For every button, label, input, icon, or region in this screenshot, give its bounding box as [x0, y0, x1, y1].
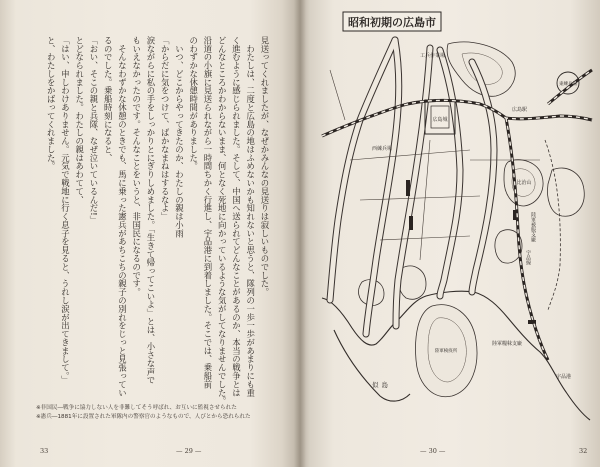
text-column: いつ、どこからやってきたのか、わたしの親は小雨: [174, 36, 185, 238]
road: [380, 236, 470, 240]
text-column: 「おい、そこの親と兵隊、なぜ泣いているんだ!」: [89, 36, 99, 224]
text-column: 「からだに気をつけて、ばかなまねはするなよ」: [160, 36, 171, 221]
hiroshima-map: [300, 0, 600, 467]
vertical-text-body: [44, 36, 272, 408]
text-column: るのでした。乗船時刻になると、: [103, 36, 114, 162]
coastline-west-peninsula: [334, 330, 410, 401]
text-column: どんなところかわからないまま、何となく死地に向かっているような気がしてなりませんでした。: [217, 36, 228, 406]
text-column: もいえなかったのです。そんなことをいうと、非国民になるのです。: [131, 36, 142, 297]
city-border: [545, 140, 560, 310]
label-ninoshima: 似島: [372, 381, 391, 389]
label-hiroshima-castle: 広島城: [432, 117, 448, 123]
river-west-fill: [330, 40, 395, 300]
footnotes: [36, 404, 284, 422]
road: [350, 150, 470, 160]
label-quarantine-station: 陸軍検疫所: [434, 349, 458, 354]
label-west-parade-ground: 西練兵場: [372, 146, 393, 152]
text-column: く進むように感じられました。そして、中国へ送られてどんなことがあるのか、本当の戦争とは: [231, 36, 242, 397]
page-number-32: 32: [579, 447, 588, 455]
text-column: わたしは、二度と広島の地はふめないかも知れないと思うと、隊列の一歩一歩があまりにも重: [245, 36, 256, 397]
text-column: 涙ながらに私の手をしっかりとにぎりしめました。「生きて帰ってこいよ」とは、小さな声で: [146, 36, 156, 385]
label-ujina-port: 宇品港: [556, 374, 572, 380]
text-column: そんなわずかな休憩のときでも、馬に乗った憲兵があちこちの親子の別れをじっと見張ってい: [117, 36, 128, 397]
map-title: 昭和初期の広島市: [348, 16, 436, 29]
text-column: と、わたしをかばってくれました。: [46, 36, 57, 171]
hill-east: [548, 168, 585, 216]
text-column: のわずかな休憩時間がありました。: [188, 36, 199, 171]
label-clothing-depot: 陸軍被服支廠: [530, 212, 536, 242]
page-number-30: — 30 —: [420, 447, 446, 455]
label-east-parade-ground: 東練兵場: [559, 82, 577, 87]
label-provisions-depot: 陸軍糧秣支廠: [492, 341, 523, 347]
label-engineer-ground: 工兵作業場: [420, 53, 446, 59]
map-title-box: [343, 12, 441, 31]
footnote-hikokumin: ※非国民―戦争に協力しない人を非難してそう呼ばれ、お互いに監視させられた: [36, 405, 237, 411]
label-hijiyama: 比治山: [516, 180, 532, 186]
page-number-29: — 29 —: [176, 447, 202, 455]
footnote-kenpei: ※憲兵―1881年に設置された軍隊内の警察官のようなもので、人びとから恐れられた: [36, 414, 251, 420]
river-west: [330, 40, 395, 300]
page-number-33: 33: [40, 447, 49, 455]
road: [420, 140, 430, 260]
label-ujina-line: 宇品線: [525, 250, 531, 265]
text-column: とどなられました。わたしの親はあわてて、: [74, 36, 85, 204]
text-column: 沿道の小旗に見送られながら一時間ちかく行進し、宇品港に到着しました。そこでは、乗船前: [203, 36, 213, 389]
road: [330, 70, 345, 120]
text-column: 見送ってくれましたが、なぜかみんなの見送りは寂しいものでした。: [260, 36, 270, 297]
text-column: 「はい、申しわけありません。元気で戦地に行く息子を見ると、うれし涙が出てきまして。」: [60, 36, 71, 385]
label-hiroshima-station: 広島駅: [512, 107, 528, 113]
